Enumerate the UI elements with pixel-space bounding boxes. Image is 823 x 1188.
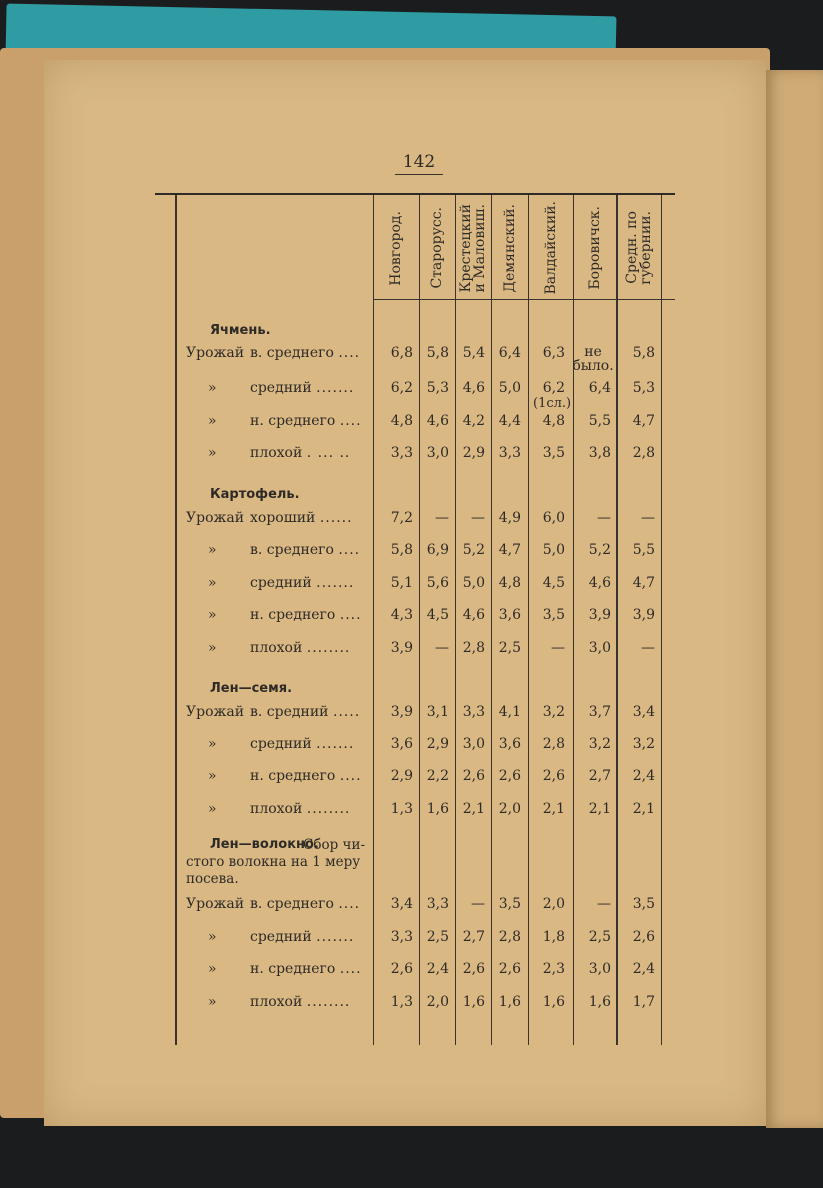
table-cell: 4,8 xyxy=(542,413,565,429)
table-cell: 3,2 xyxy=(588,736,611,752)
table-cell: 2,5 xyxy=(426,929,449,945)
row-prefix: » xyxy=(208,768,217,784)
table-cell: 6,8 xyxy=(390,345,413,361)
table-cell: — xyxy=(597,896,611,912)
column-header-borovichsk xyxy=(573,201,616,295)
table-cell: 2,8 xyxy=(632,445,655,461)
row-label-text: средний xyxy=(250,929,317,945)
row-label xyxy=(186,510,353,526)
column-header-starorussk xyxy=(419,201,455,295)
table-cell: 5,0 xyxy=(542,542,565,558)
table-cell: 2,9 xyxy=(426,736,449,752)
table-cell: 6,0 xyxy=(542,510,565,526)
section-title: Лен—волокно. xyxy=(210,837,319,852)
table-cell: 2,6 xyxy=(632,929,655,945)
table-cell: 2,6 xyxy=(542,768,565,784)
table-cell: 4,3 xyxy=(390,607,413,623)
cell-note: (1сл.) xyxy=(533,396,572,411)
table-cell: 4,1 xyxy=(498,704,521,720)
table-cell: 3,0 xyxy=(588,640,611,656)
table-cell: 4,8 xyxy=(498,575,521,591)
section-description: Сбор чи- xyxy=(303,837,366,853)
row-prefix: » xyxy=(208,380,217,396)
column-rule xyxy=(661,195,662,1045)
table-cell: 5,0 xyxy=(462,575,485,591)
column-header-demyansky xyxy=(491,201,528,295)
row-label-text: хороший xyxy=(250,510,320,526)
leader-dots: .... xyxy=(339,961,362,977)
table-cell: 2,9 xyxy=(462,445,485,461)
table-cell: 4,6 xyxy=(588,575,611,591)
row-prefix: » xyxy=(208,640,217,656)
row-prefix: Урожай xyxy=(186,510,245,526)
table-cell: 5,3 xyxy=(426,380,449,396)
row-label xyxy=(208,575,354,591)
table-cell: 3,7 xyxy=(588,704,611,720)
table-cell: 2,5 xyxy=(498,640,521,656)
row-label-text: плохой xyxy=(250,445,307,461)
table-cell: 3,5 xyxy=(542,445,565,461)
leader-dots: ........ xyxy=(306,994,351,1010)
leader-dots: ........ xyxy=(306,640,351,656)
leader-dots: ....... xyxy=(316,380,355,396)
row-prefix: Урожай xyxy=(186,704,245,720)
row-label-text: в. среднего xyxy=(250,542,339,558)
table-cell: 3,3 xyxy=(426,896,449,912)
table-cell: 2,0 xyxy=(498,801,521,817)
table-cell: 2,6 xyxy=(390,961,413,977)
table-cell: 4,6 xyxy=(462,607,485,623)
table-cell: 2,0 xyxy=(542,896,565,912)
table-cell: 5,8 xyxy=(390,542,413,558)
table-cell: 3,2 xyxy=(542,704,565,720)
table-cell: 4,9 xyxy=(498,510,521,526)
table-cell: 7,2 xyxy=(390,510,413,526)
table-cell: 1,6 xyxy=(426,801,449,817)
row-label xyxy=(208,445,350,461)
table-cell: 2,8 xyxy=(462,640,485,656)
row-label-text: средний xyxy=(250,380,317,396)
table-cell: 4,7 xyxy=(498,542,521,558)
table-cell: 2,8 xyxy=(542,736,565,752)
leader-dots: .... xyxy=(339,768,362,784)
row-label xyxy=(208,929,354,945)
column-header-label: Средн. по губернии. xyxy=(623,211,654,285)
row-prefix: » xyxy=(208,575,217,591)
table-cell: 2,6 xyxy=(462,768,485,784)
column-header-novgorod xyxy=(373,201,419,295)
table-cell: 6,4 xyxy=(498,345,521,361)
row-prefix: Урожай xyxy=(186,345,245,361)
row-prefix: » xyxy=(208,413,217,429)
row-prefix: » xyxy=(208,542,217,558)
row-label xyxy=(208,768,362,784)
column-rule xyxy=(616,195,618,1045)
section-description: посева. xyxy=(186,871,239,887)
row-prefix: » xyxy=(208,736,217,752)
table-cell: 6,4 xyxy=(588,380,611,396)
facing-page-edge xyxy=(766,70,823,1128)
table-cell: — xyxy=(435,640,449,656)
table-left-rule xyxy=(175,195,177,1045)
table-cell: 4,5 xyxy=(542,575,565,591)
row-prefix: » xyxy=(208,607,217,623)
column-rule xyxy=(573,195,574,1045)
table-cell: 1,6 xyxy=(462,994,485,1010)
row-label xyxy=(208,961,362,977)
section-title: Картофель. xyxy=(210,487,300,502)
column-header-label: Крестецкий и Маловиш. xyxy=(458,203,488,293)
column-header-label: Валдайский. xyxy=(542,201,559,295)
row-label xyxy=(208,640,350,656)
table-cell: 3,5 xyxy=(542,607,565,623)
table-cell: — xyxy=(471,896,485,912)
section-title: Лен—семя. xyxy=(210,681,293,696)
table-cell: 3,1 xyxy=(426,704,449,720)
leader-dots: ...... xyxy=(319,510,353,526)
table-cell: 5,5 xyxy=(632,542,655,558)
table-cell: 5,5 xyxy=(588,413,611,429)
table-cell: 2,1 xyxy=(588,801,611,817)
table-cell: 3,0 xyxy=(462,736,485,752)
table-cell: 3,3 xyxy=(498,445,521,461)
table-cell: 3,9 xyxy=(390,704,413,720)
table-cell: 4,8 xyxy=(390,413,413,429)
table-cell: 1,6 xyxy=(542,994,565,1010)
table-cell: 5,2 xyxy=(462,542,485,558)
row-label-text: плохой xyxy=(250,640,307,656)
row-prefix: Урожай xyxy=(186,896,245,912)
table-cell: — xyxy=(551,640,565,656)
table-cell: 2,7 xyxy=(588,768,611,784)
column-header-krestetsky xyxy=(455,201,491,295)
table-cell: 2,4 xyxy=(426,961,449,977)
table-cell: 3,6 xyxy=(498,736,521,752)
leader-dots: ........ xyxy=(306,801,351,817)
row-label xyxy=(208,801,350,817)
row-label-text: н. среднего xyxy=(250,768,340,784)
row-prefix: » xyxy=(208,445,217,461)
table-cell: 2,1 xyxy=(632,801,655,817)
leader-dots: ....... xyxy=(316,736,355,752)
table-cell: 3,4 xyxy=(390,896,413,912)
table-cell: 2,2 xyxy=(426,768,449,784)
row-prefix: » xyxy=(208,929,217,945)
row-label xyxy=(208,607,362,623)
table-cell: 5,1 xyxy=(390,575,413,591)
table-cell: 4,4 xyxy=(498,413,521,429)
table-cell: 2,4 xyxy=(632,768,655,784)
table-cell: — xyxy=(597,510,611,526)
table-cell: 2,5 xyxy=(588,929,611,945)
table-cell: 2,0 xyxy=(426,994,449,1010)
table-cell: 3,9 xyxy=(632,607,655,623)
row-label xyxy=(208,994,350,1010)
table-cell: 3,0 xyxy=(588,961,611,977)
leader-dots: ....... xyxy=(316,929,355,945)
table-cell: — xyxy=(471,510,485,526)
leader-dots: .... xyxy=(338,896,361,912)
table-cell: 4,6 xyxy=(462,380,485,396)
leader-dots: .... xyxy=(339,607,362,623)
row-label xyxy=(186,704,360,720)
table-cell: 2,3 xyxy=(542,961,565,977)
table-cell: — xyxy=(641,640,655,656)
table-cell: 1,8 xyxy=(542,929,565,945)
table-cell: 1,3 xyxy=(390,801,413,817)
header-rule xyxy=(373,299,675,300)
table-cell: 3,8 xyxy=(588,445,611,461)
table-cell: не было. xyxy=(572,344,614,374)
table-cell: 2,7 xyxy=(462,929,485,945)
table-cell: 3,4 xyxy=(632,704,655,720)
table-cell: 2,1 xyxy=(462,801,485,817)
leader-dots: .... xyxy=(338,542,361,558)
row-prefix: » xyxy=(208,801,217,817)
row-label-text: в. среднего xyxy=(250,896,339,912)
row-label-text: в. средний xyxy=(250,704,333,720)
table-cell: 2,9 xyxy=(390,768,413,784)
page-number: 142 xyxy=(395,152,443,175)
column-header-label: Новгород. xyxy=(388,210,404,286)
row-label-text: н. среднего xyxy=(250,961,340,977)
column-header-label: Демянский. xyxy=(501,203,518,293)
section-description: стого волокна на 1 меру xyxy=(186,854,361,870)
column-header-label: Старорусс. xyxy=(429,207,445,289)
row-label-text: плохой xyxy=(250,994,307,1010)
row-label xyxy=(186,896,360,912)
leader-dots: .... xyxy=(338,345,361,361)
table-cell: 3,2 xyxy=(632,736,655,752)
table-cell: 5,6 xyxy=(426,575,449,591)
column-rule xyxy=(373,195,374,1045)
table-cell: 2,8 xyxy=(498,929,521,945)
row-label-text: средний xyxy=(250,736,317,752)
row-label-text: средний xyxy=(250,575,317,591)
table-cell: 3,3 xyxy=(390,929,413,945)
row-label-text: в. среднего xyxy=(250,345,339,361)
row-label xyxy=(208,413,362,429)
table-cell: 6,9 xyxy=(426,542,449,558)
row-prefix: » xyxy=(208,994,217,1010)
table-cell: 5,0 xyxy=(498,380,521,396)
table-cell: 3,9 xyxy=(588,607,611,623)
row-label xyxy=(208,380,354,396)
table-cell: 2,6 xyxy=(498,768,521,784)
table-cell: 1,7 xyxy=(632,994,655,1010)
table-cell: 2,6 xyxy=(462,961,485,977)
table-cell: 6,2 xyxy=(542,380,565,396)
table-cell: — xyxy=(435,510,449,526)
column-header-label: Боровичск. xyxy=(586,206,603,290)
table-cell: 2,6 xyxy=(498,961,521,977)
table-cell: 1,6 xyxy=(498,994,521,1010)
row-label-text: н. среднего xyxy=(250,607,340,623)
row-label xyxy=(186,345,360,361)
row-label-text: плохой xyxy=(250,801,307,817)
table-cell: 5,8 xyxy=(632,345,655,361)
table-cell: 1,6 xyxy=(588,994,611,1010)
table-cell: 4,5 xyxy=(426,607,449,623)
leader-dots: ..... xyxy=(332,704,361,720)
leader-dots: ....... xyxy=(316,575,355,591)
table-cell: 5,2 xyxy=(588,542,611,558)
table-cell: 5,3 xyxy=(632,380,655,396)
table-cell: 3,0 xyxy=(426,445,449,461)
table-cell: 3,3 xyxy=(462,704,485,720)
leader-dots: . ... .. xyxy=(306,445,351,461)
column-header-valdaysky xyxy=(528,201,573,295)
table-cell: 4,7 xyxy=(632,575,655,591)
table-cell: 4,6 xyxy=(426,413,449,429)
table-cell: 2,1 xyxy=(542,801,565,817)
table-cell: 4,7 xyxy=(632,413,655,429)
table-cell: 3,3 xyxy=(390,445,413,461)
table-cell: 5,8 xyxy=(426,345,449,361)
table-cell: 3,6 xyxy=(390,736,413,752)
column-header-province-avg xyxy=(616,201,661,295)
table-cell: 5,4 xyxy=(462,345,485,361)
row-label xyxy=(208,736,354,752)
row-label-text: н. среднего xyxy=(250,413,340,429)
table-cell: 2,4 xyxy=(632,961,655,977)
table-cell: 3,5 xyxy=(498,896,521,912)
table-cell: 6,3 xyxy=(542,345,565,361)
table-cell: 3,9 xyxy=(390,640,413,656)
table-cell: 1,3 xyxy=(390,994,413,1010)
table-cell: 3,6 xyxy=(498,607,521,623)
table-cell: 4,2 xyxy=(462,413,485,429)
row-prefix: » xyxy=(208,961,217,977)
table-cell: 3,5 xyxy=(632,896,655,912)
table-cell: — xyxy=(641,510,655,526)
row-label xyxy=(208,542,360,558)
table-cell: 6,2 xyxy=(390,380,413,396)
leader-dots: .... xyxy=(339,413,362,429)
section-title: Ячмень. xyxy=(210,323,271,338)
